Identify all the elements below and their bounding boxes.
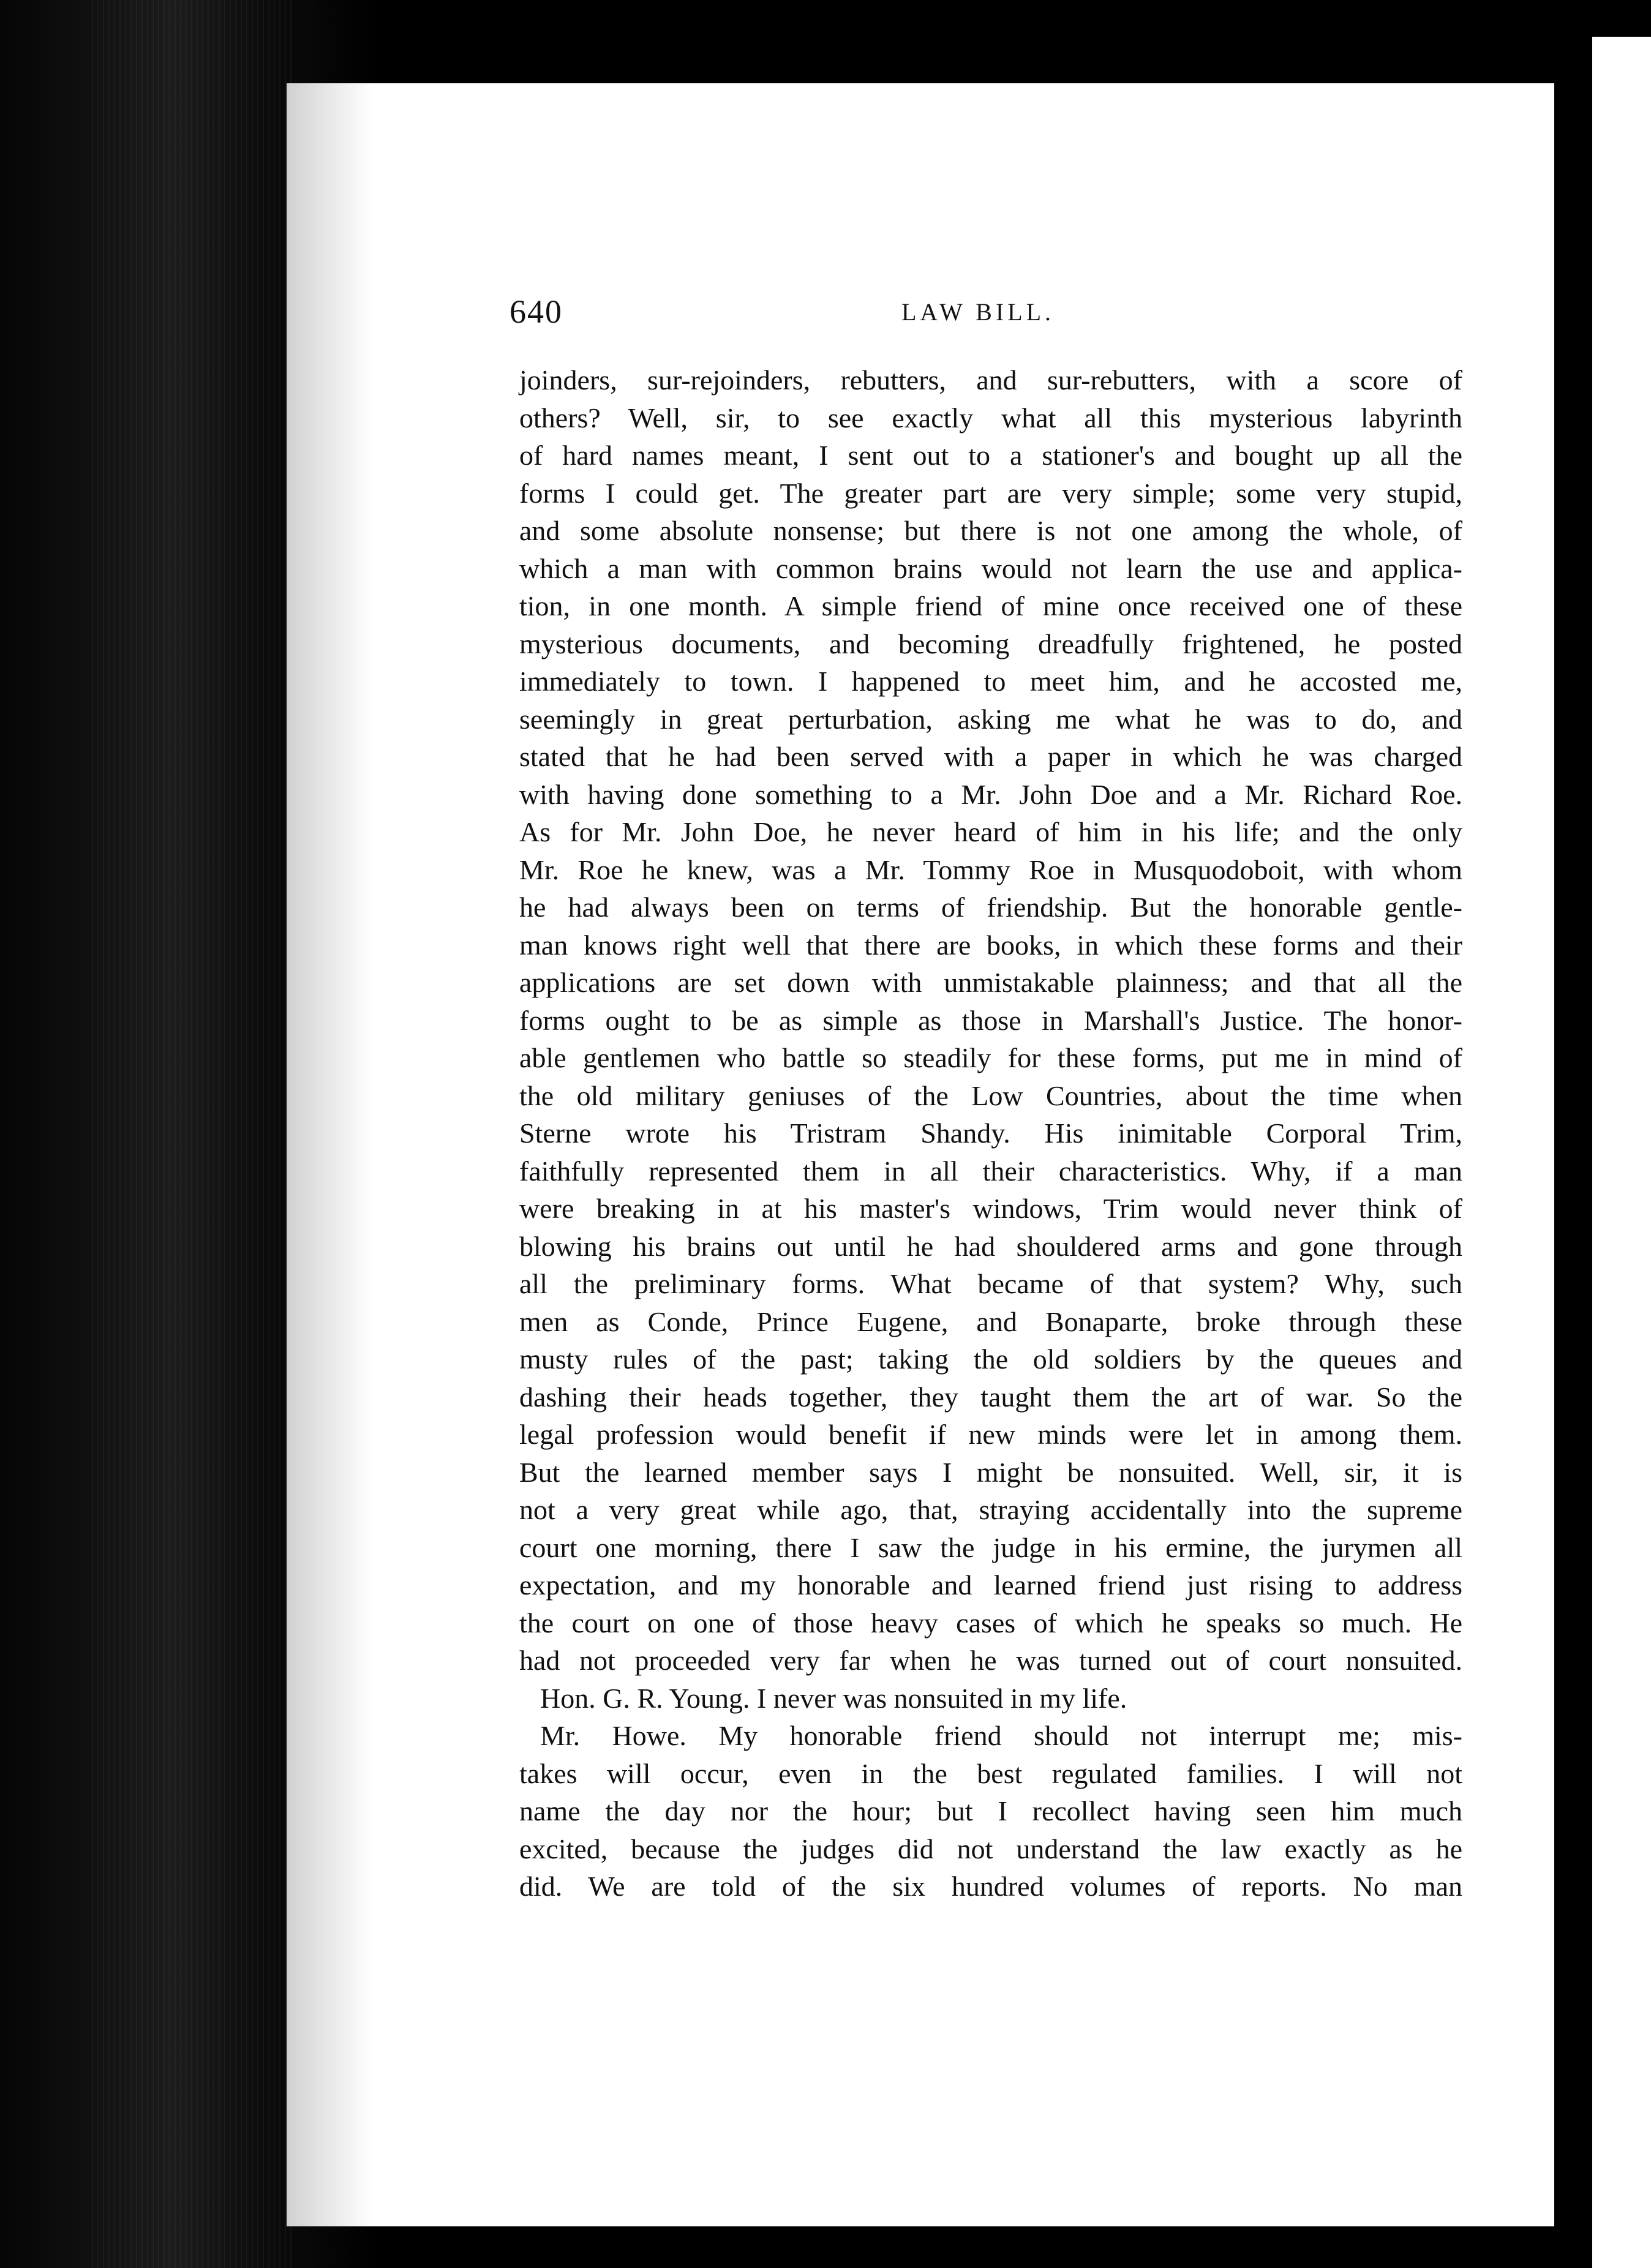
page-header — [510, 293, 1459, 342]
text-line: were breaking in at his master's windows, Trim would never think of — [519, 1193, 1462, 1224]
text-line: stated that he had been served with a paper in which he was charged — [519, 741, 1462, 772]
text-line: of hard names meant, I sent out to a stationer's and bought up all the — [519, 440, 1462, 471]
text-line: forms I could get. The greater part are very simple; some very stupid, — [519, 477, 1462, 509]
text-line: But the learned member says I might be nonsuited. Well, sir, it is — [519, 1456, 1462, 1488]
text-line: immediately to town. I happened to meet him, and he accosted me, — [519, 666, 1462, 697]
text-line: faithfully represented them in all their characteristics. Why, if a man — [519, 1155, 1462, 1187]
body-text — [519, 361, 1462, 1906]
text-line: man knows right well that there are books, in which these forms and their — [519, 929, 1462, 961]
text-line: Mr. Roe he knew, was a Mr. Tommy Roe in Musquodoboit, with whom — [519, 854, 1462, 885]
text-line: court one morning, there I saw the judge in his ermine, the jurymen all — [519, 1531, 1462, 1563]
running-title: LAW BILL. — [901, 298, 1055, 326]
text-line: name the day nor the hour; but I recollect having seen him much — [519, 1795, 1462, 1827]
text-line: the old military geniuses of the Low Countries, about the time when — [519, 1080, 1462, 1111]
text-line: others? Well, sir, to see exactly what all this mysterious labyrinth — [519, 402, 1462, 434]
text-line: expectation, and my honorable and learned friend just rising to address — [519, 1569, 1462, 1601]
text-line: the court on one of those heavy cases of which he speaks so much. He — [519, 1607, 1462, 1639]
text-line: Sterne wrote his Tristram Shandy. His inimitable Corporal Trim, — [519, 1117, 1462, 1149]
text-line: not a very great while ago, that, straying accidentally into the supreme — [519, 1494, 1462, 1525]
text-line: able gentlemen who battle so steadily for these forms, put me in mind of — [519, 1042, 1462, 1073]
text-line: he had always been on terms of friendship. But the honorable gentle- — [519, 892, 1462, 923]
text-line: which a man with common brains would not learn the use and applica- — [519, 552, 1462, 584]
gutter — [1554, 0, 1592, 2268]
text-line: blowing his brains out until he had shouldered arms and gone through — [519, 1230, 1462, 1262]
text-line: joinders, sur-rejoinders, rebutters, and sur-rebutters, with a score of — [519, 364, 1462, 396]
text-line: and some absolute nonsense; but there is not one among the whole, of — [519, 515, 1462, 546]
text-line: dashing their heads together, they taught them the art of war. So the — [519, 1381, 1462, 1413]
text-line: takes will occur, even in the best regulated families. I will not — [519, 1757, 1462, 1789]
text-line: applications are set down with unmistakable plainness; and that all the — [519, 967, 1462, 998]
text-line: mysterious documents, and becoming dreadfully frightened, he posted — [519, 628, 1462, 659]
page-edges — [92, 0, 294, 2268]
page-shadow — [287, 83, 372, 2226]
text-line: Mr. Howe. My honorable friend should not interrupt me; mis- — [540, 1720, 1462, 1751]
text-line: Hon. G. R. Young. I never was nonsuited in my life. — [540, 1682, 1127, 1714]
text-line: musty rules of the past; taking the old soldiers by the queues and — [519, 1343, 1462, 1375]
text-line: tion, in one month. A simple friend of mine once received one of these — [519, 590, 1462, 621]
text-line: men as Conde, Prince Eugene, and Bonaparte, broke through these — [519, 1305, 1462, 1337]
text-line: did. We are told of the six hundred volumes of reports. No man — [519, 1871, 1462, 1902]
page-number: 640 — [510, 293, 563, 330]
next-page-edge — [1592, 37, 1651, 2268]
text-line: forms ought to be as simple as those in Marshall's Justice. The honor- — [519, 1004, 1462, 1036]
text-line: all the preliminary forms. What became of that system? Why, such — [519, 1268, 1462, 1299]
text-line: excited, because the judges did not understand the law exactly as he — [519, 1833, 1462, 1864]
text-line: with having done something to a Mr. John Doe and a Mr. Richard Roe. — [519, 778, 1462, 810]
text-line: legal profession would benefit if new minds were let in among them. — [519, 1419, 1462, 1450]
text-line: had not proceeded very far when he was turned out of court nonsuited. — [519, 1645, 1462, 1676]
text-line: seemingly in great perturbation, asking me what he was to do, and — [519, 703, 1462, 735]
text-line: As for Mr. John Doe, he never heard of him in his life; and the only — [519, 816, 1462, 847]
